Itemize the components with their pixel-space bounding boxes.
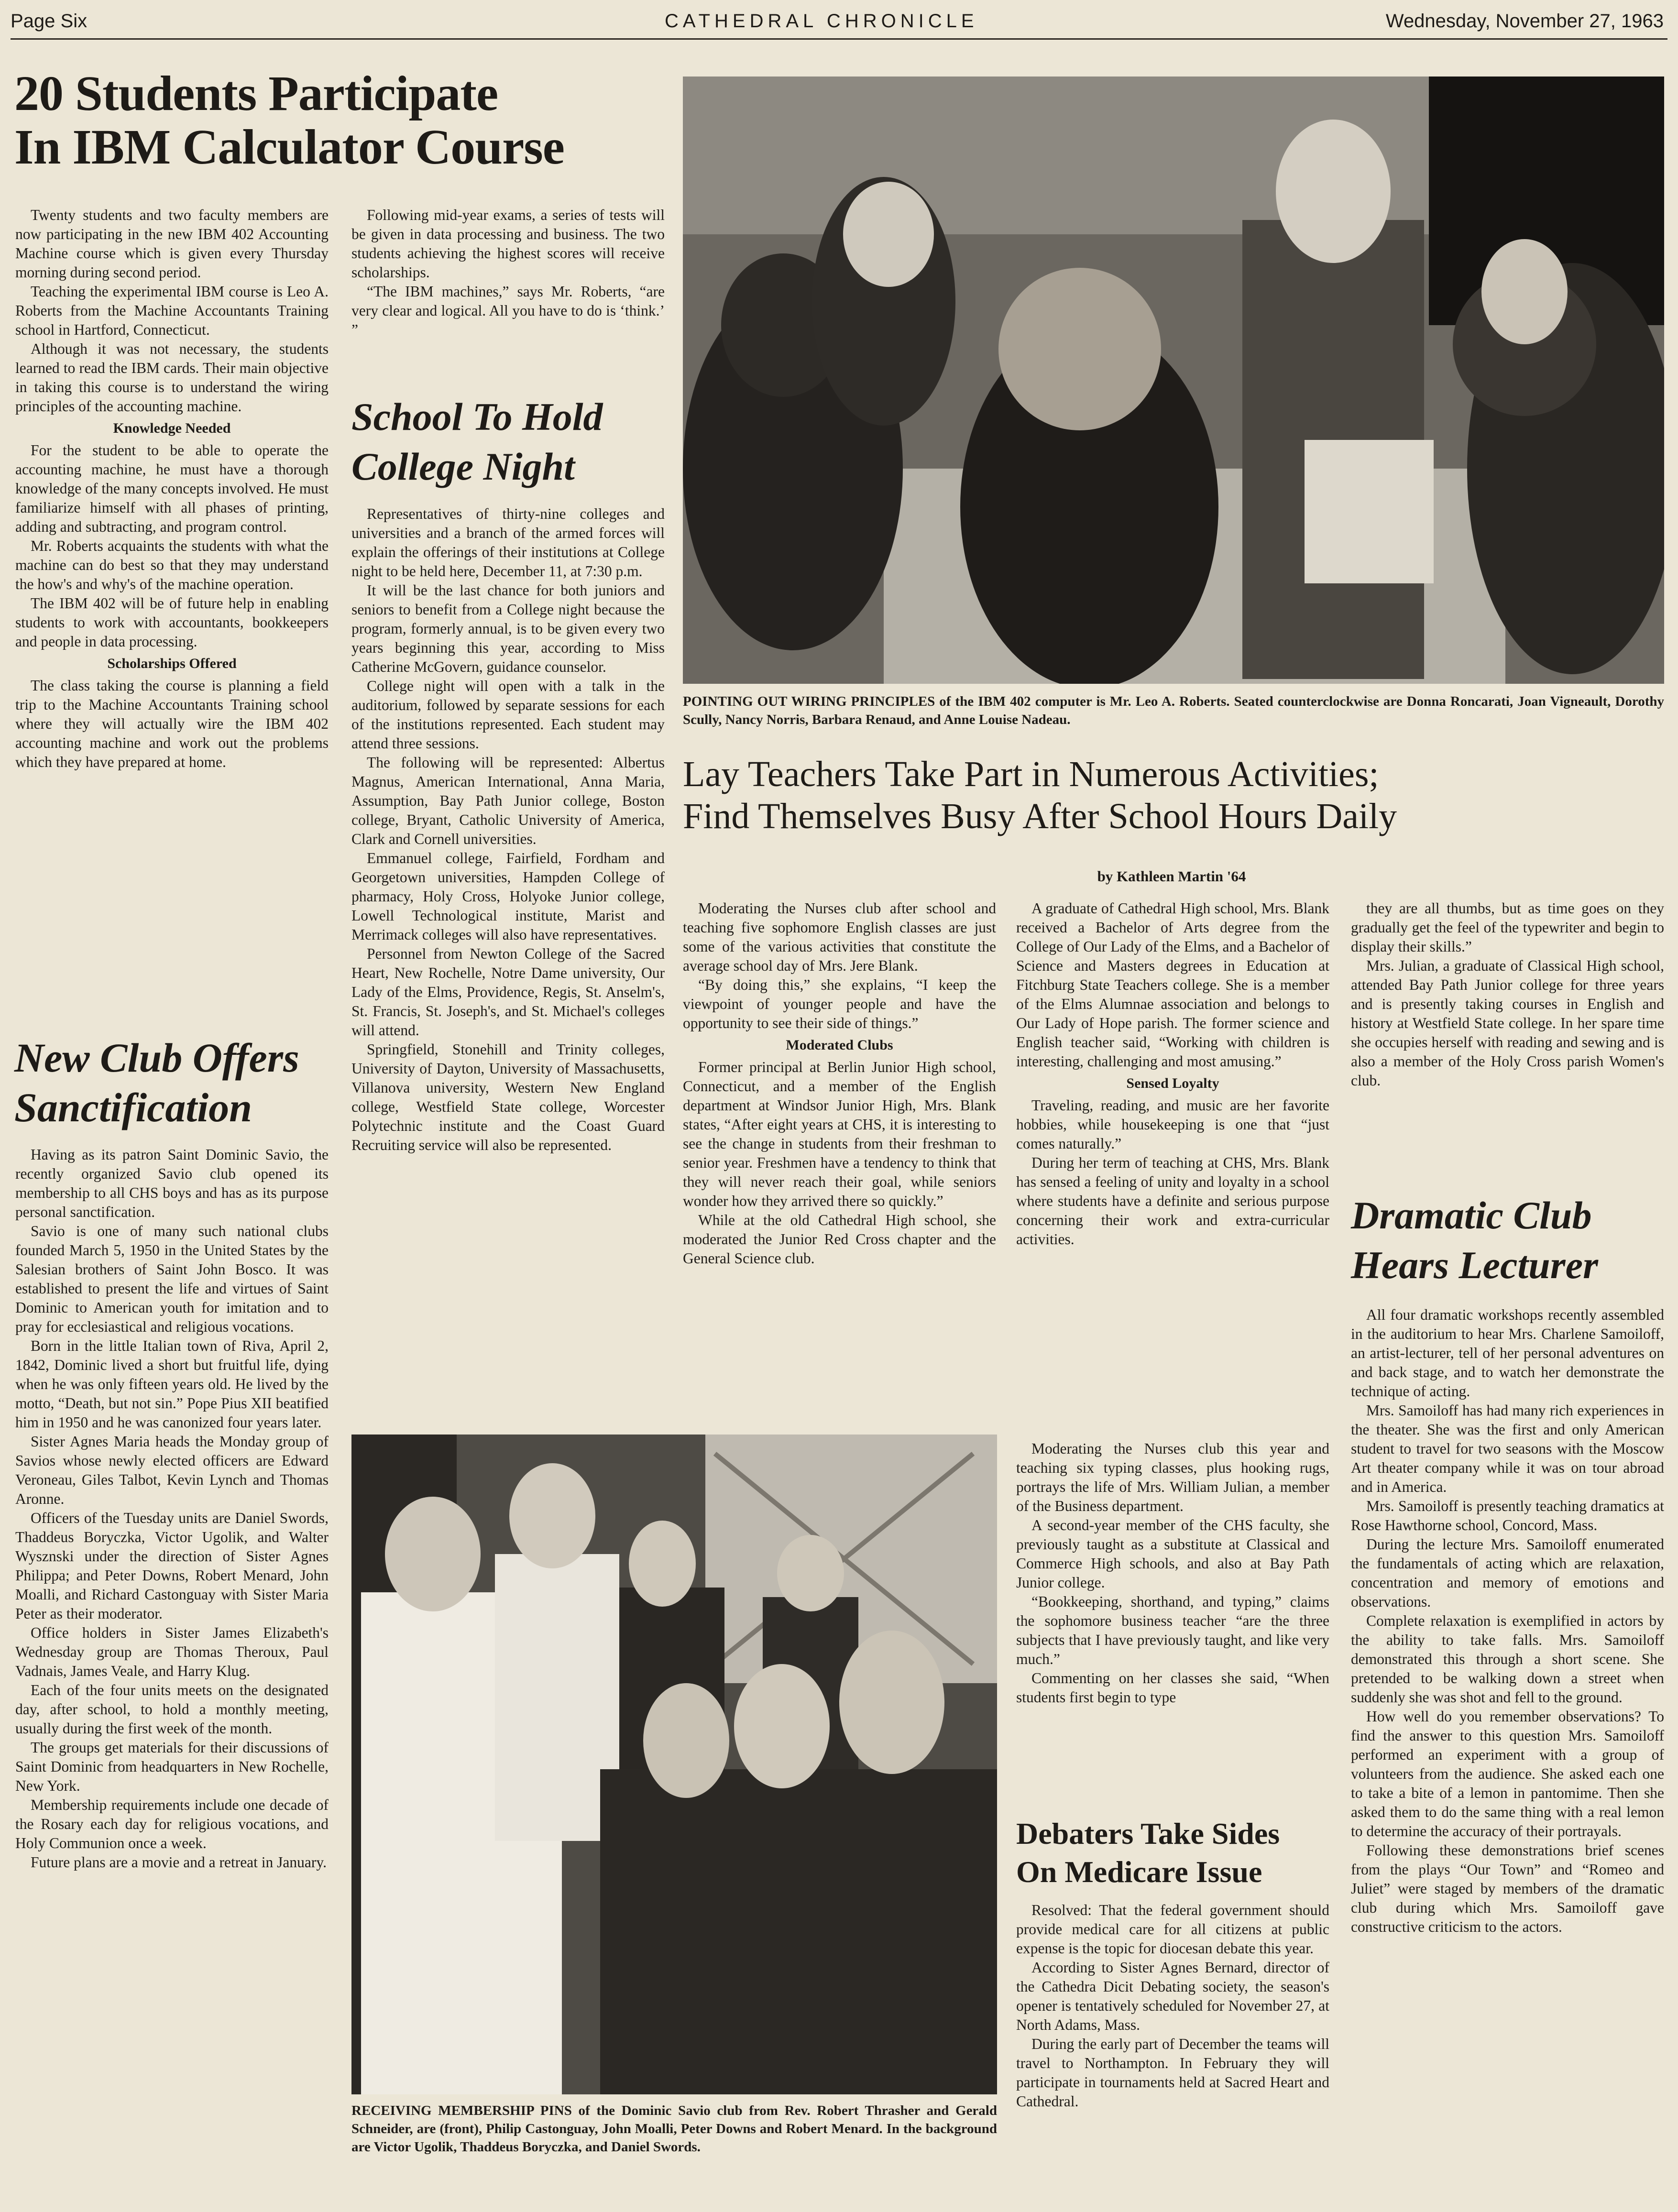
paragraph: How well do you remember observations? To find the answer to this question Mrs. Samoiloff performed an experiment with a group of volunteers from the audience. She asked each one to take a bite of a lemon in pantomime. Then she asked them to do the same thing with a real lemon to determine the accuracy of their portrayals. [1351,1708,1664,1840]
paragraph: Commenting on her classes she said, “When students first begin to type [1016,1670,1329,1706]
savio-photo-caption: RECEIVING MEMBERSHIP PINS of the Dominic Savio club from Rev. Robert Thrasher and Gerald Schneider, are (front), Philip Castonguay, John Moalli, Peter Downs and Robert Menard. In the background are Victor Ugolik, Thaddeus Boryczka, and Daniel Swords. [351,2103,997,2155]
paragraph: The groups get materials for their discussions of Saint Dominic from headquarters in New Rochelle, New York. [15,1739,329,1794]
paragraph: Sister Agnes Maria heads the Monday group of Savios whose newly elected officers are Edward Veroneau, Giles Talbot, Kevin Lynch and Thomas Aronne. [15,1433,329,1507]
paragraph: Resolved: That the federal government should provide medical care for all citizens at public expense is the topic for diocesan debate this year. [1016,1902,1329,1957]
club-headline-line1: New Club Offers [14,1035,299,1081]
college-headline-line2: College Night [351,445,575,488]
paragraph: Twenty students and two faculty members are now participating in the new IBM 402 Accounting Machine course which is given every Thursday morning during second period. [15,207,329,281]
paragraph: College night will open with a talk in the auditorium, followed by separate sessions for each of the institutions represented. Each student may attend three sessions. [351,678,665,752]
ibm-headline [14,67,674,174]
newspaper-name: CATHEDRAL CHRONICLE [665,11,978,32]
lay-article-col3 [1351,899,1664,1090]
paragraph: According to Sister Agnes Bernard, director of the Cathedra Dicit Debating society, the season's opener is tentatively scheduled for November 27, at North Adams, Mass. [1016,1959,1329,2033]
paragraph: “Bookkeeping, shorthand, and typing,” claims the sophomore business teacher “are the three subjects that I have previously taught, and like very much.” [1016,1593,1329,1667]
debate-article [1016,1901,1329,2111]
paragraph: Mrs. Julian, a graduate of Classical High school, attended Bay Path Junior college for three years and is presently taking courses in English and history at Westfield State college. In her spare time she occupies herself with reading and sewing and is also a member of the Holy Cross parish Women's club. [1351,957,1664,1089]
paragraph: Former principal at Berlin Junior High school, Connecticut, and a member of the English department at Windsor Junior High, Mrs. Blank states, “After eight years at CHS, it is interesting to see the change in students from their freshman to senior year. Freshmen have a tendency to think that they will never reach their goal, while seniors wonder how they arrived there so quickly.” [683,1059,996,1209]
paragraph: For the student to be able to operate the accounting machine, he must have a thorough knowledge of the many concepts involved. He must familiarize himself with all phases of printing, adding and subtracting, and program control. [15,442,329,535]
lay-article-col1 [683,899,996,1268]
ibm-class-photo [683,77,1664,684]
drama-headline [1351,1191,1667,1290]
byline: by Kathleen Martin '64 [1097,868,1246,885]
paragraph: Emmanuel college, Fairfield, Fordham and Georgetown universities, Hampden College of pharmacy, Holy Cross, Holyoke Junior college, Lowell Technological institute, Marist and Merrimack colleges will also have representatives. [351,850,665,943]
paragraph: Mrs. Samoiloff has had many rich experiences in the theater. She was the first and only American student to travel for two seasons with the Moscow Art theater company while it was on tour abroad and in America. [1351,1402,1664,1495]
paragraph: During the early part of December the teams will travel to Northampton. In February they will participate in tournaments held at Sacred Heart and Cathedral. [1016,2036,1329,2110]
lay-headline-line1: Lay Teachers Take Part in Numerous Activities; [683,754,1379,794]
debate-headline-line1: Debaters Take Sides [1016,1817,1280,1851]
drama-headline-line1: Dramatic Club [1351,1194,1592,1237]
paragraph: Representatives of thirty-nine colleges and universities and a branch of the armed forces will explain the offerings of their institutions at College night to be held here, December 11, at 7:30 p.m. [351,505,665,580]
college-article [351,504,665,1155]
paragraph: Each of the four units meets on the designated day, after school, to hold a monthly meeting, usually during the first week of the month. [15,1682,329,1737]
paragraph: Membership requirements include one decade of the Rosary each day for religious vocations, and Holy Communion once a week. [15,1796,329,1851]
paragraph: Although it was not necessary, the students learned to read the IBM cards. Their main objective in taking this course is to understand the wiring principles of the accounting machine. [15,340,329,415]
ibm-headline-line1: 20 Students Participate [14,66,498,121]
debate-headline-line2: On Medicare Issue [1016,1855,1262,1889]
club-article [15,1145,329,1872]
paragraph: Mr. Roberts acquaints the students with what the machine can do best so that they may understand the how's and why's of the machine operation. [15,537,329,592]
ibm-article-col2 [351,206,665,339]
page-number: Page Six [11,11,88,32]
paragraph: Traveling, reading, and music are her favorite hobbies, while housekeeping is one that “just comes naturally.” [1016,1097,1329,1152]
paragraph: Complete relaxation is exemplified in actors by the ability to take falls. Mrs. Samoiloff demonstrated this through a short scene. She pretended to be walking down a street when suddenly she was shot and fell to the ground. [1351,1612,1664,1706]
paragraph: Born in the little Italian town of Riva, April 2, 1842, Dominic lived a short but fruitful life, dying when he was only fifteen years old. He lived by the motto, “Death, but not sin.” Pope Pius XII beatified him in 1950 and he was canonized four years later. [15,1337,329,1431]
savio-club-photo [351,1435,997,2094]
subhead-knowledge: Knowledge Needed [113,420,231,436]
paragraph: Moderating the Nurses club after school and teaching five sophomore English classes are just some of the various activities that constitute the average school day of Mrs. Jere Blank. [683,900,996,974]
subhead-scholarships: Scholarships Offered [107,656,237,671]
ibm-class-photo-art [683,77,1664,684]
paragraph: A graduate of Cathedral High school, Mrs. Blank received a Bachelor of Arts degree from the College of Our Lady of the Elms, and a Bachelor of Science and Masters degrees in Education at Fitchburg State Teachers college. She is a member of the Elms Alumnae association and belongs to Our Lady of Hope parish. The former science and English teacher said, “Working with children is interesting, challenging and most amusing.” [1016,900,1329,1070]
club-headline [14,1033,340,1132]
paragraph: During the lecture Mrs. Samoiloff enumerated the fundamentals of acting which are relaxation, concentration and memory of emotions and observations. [1351,1536,1664,1610]
ibm-photo-caption: POINTING OUT WIRING PRINCIPLES of the IBM 402 computer is Mr. Leo A. Roberts. Seated counterclockwise are Donna Roncarati, Joan Vigneault, Dorothy Scully, Nancy Norris, Barbara Renaud, and Anne Louise Nadeau. [683,694,1664,727]
paragraph: Moderating the Nurses club this year and teaching six typing classes, plus hooking rugs, portrays the life of Mrs. William Julian, a member of the Business department. [1016,1440,1329,1514]
paragraph: Following these demonstrations brief scenes from the plays “Our Town” and “Romeo and Juliet” were staged by members of the dramatic club during which Mrs. Samoiloff gave constructive criticism to the actors. [1351,1842,1664,1935]
paragraph: All four dramatic workshops recently assembled in the auditorium to hear Mrs. Charlene Samoiloff, an artist-lecturer, tell of her personal adventures on and back stage, and to watch her demonstrate the technique of acting. [1351,1306,1664,1400]
paragraph: The following will be represented: Albertus Magnus, American International, Anna Maria, Assumption, Bay Path Junior college, Boston college, Bryant, Catholic University of America, Clark and Cornell universities. [351,754,665,847]
paragraph: Officers of the Tuesday units are Daniel Swords, Thaddeus Boryczka, Victor Ugolik, and Walter Wysznski under the direction of Sister Agnes Philippa; and Peter Downs, Robert Menard, John Moalli, and Richard Castonguay with Sister Maria Peter as their moderator. [15,1510,329,1622]
paragraph: It will be the last chance for both juniors and seniors to benefit from a College night because the program, formerly annual, is to be given every two years beginning this year, according to Miss Catherine McGovern, guidance counselor. [351,582,665,675]
paragraph: they are all thumbs, but as time goes on they gradually get the feel of the typewriter and begin to display their skills.” [1351,900,1664,955]
paragraph: Springfield, Stonehill and Trinity colleges, University of Dayton, University of Massachusetts, Villanova university, Western New England college, Westfield State college, Worcester Polytechnic institute and the Coast Guard Recruiting service will also be represented. [351,1041,665,1153]
lay-article-col2-cont [1016,1439,1329,1707]
drama-headline-line2: Hears Lecturer [1351,1243,1598,1287]
club-headline-line2: Sanctification [14,1084,252,1130]
paragraph: Teaching the experimental IBM course is Leo A. Roberts from the Machine Accountants Training school in Hartford, Connecticut. [15,283,329,338]
savio-club-photo-art [351,1435,997,2094]
debate-headline [1016,1815,1332,1891]
paragraph: “By doing this,” she explains, “I keep the viewpoint of younger people and have the opportunity to see their side of things.” [683,976,996,1031]
subhead-moderated-clubs: Moderated Clubs [786,1037,893,1053]
ibm-article-col1 [15,206,329,772]
paragraph: Having as its patron Saint Dominic Savio, the recently organized Savio club opened its membership to all CHS boys and has as its purpose personal sanctification. [15,1146,329,1220]
subhead-sensed-loyalty: Sensed Loyalty [1126,1075,1219,1091]
drama-article [1351,1305,1664,1937]
paragraph: Future plans are a movie and a retreat in January. [31,1854,327,1871]
paragraph: The class taking the course is planning a field trip to the Machine Accountants Training school where they will actually wire the IBM 402 accounting machine and work out the problems which they have prepared at home. [15,677,329,770]
paragraph: Following mid-year exams, a series of tests will be given in data processing and business. The two students achieving the highest scores will receive scholarships. [351,207,665,281]
paragraph: The IBM 402 will be of future help in enabling students to work with accountants, bookkeepers and people in data processing. [15,595,329,650]
lay-teachers-headline [683,753,1664,837]
issue-date: Wednesday, November 27, 1963 [1385,11,1664,32]
paragraph: Office holders in Sister James Elizabeth's Wednesday group are Thomas Theroux, Paul Vadnais, James Veale, and Harry Klug. [15,1624,329,1679]
paragraph: While at the old Cathedral High school, she moderated the Junior Red Cross chapter and the General Science club. [683,1212,996,1267]
college-headline-line1: School To Hold [351,395,603,438]
paragraph: During her term of teaching at CHS, Mrs. Blank has sensed a feeling of unity and loyalty in a school where students have a definite and serious purpose concerning their work and extra-curricular activities. [1016,1154,1329,1248]
ibm-headline-line2: In IBM Calculator Course [14,120,564,175]
college-headline [351,392,667,492]
paragraph: Mrs. Samoiloff is presently teaching dramatics at Rose Hawthorne school, Concord, Mass. [1351,1498,1664,1533]
paragraph: “The IBM machines,” says Mr. Roberts, “are very clear and logical. All you have to do is ‘think.’ ” [351,283,665,338]
paragraph: A second-year member of the CHS faculty, she previously taught as a substitute at Classical and Commerce High schools, and also at Bay Path Junior college. [1016,1517,1329,1591]
paragraph: Personnel from Newton College of the Sacred Heart, New Rochelle, Notre Dame university, Our Lady of the Elms, Providence, Regis, St. Anselm's, St. Francis, St. Joseph's, and St. Michael's colleges will attend. [351,945,665,1039]
lay-article-col2 [1016,899,1329,1249]
paragraph: Savio is one of many such national clubs founded March 5, 1950 in the United States by the Salesian brothers of Saint John Bosco. It was established to present the life and virtues of Saint Dominic to American youth for imitation and to pray for ecclesiastical and religious vocations. [15,1223,329,1335]
lay-headline-line2: Find Themselves Busy After School Hours Daily [683,796,1397,836]
masthead-rule [11,38,1667,40]
